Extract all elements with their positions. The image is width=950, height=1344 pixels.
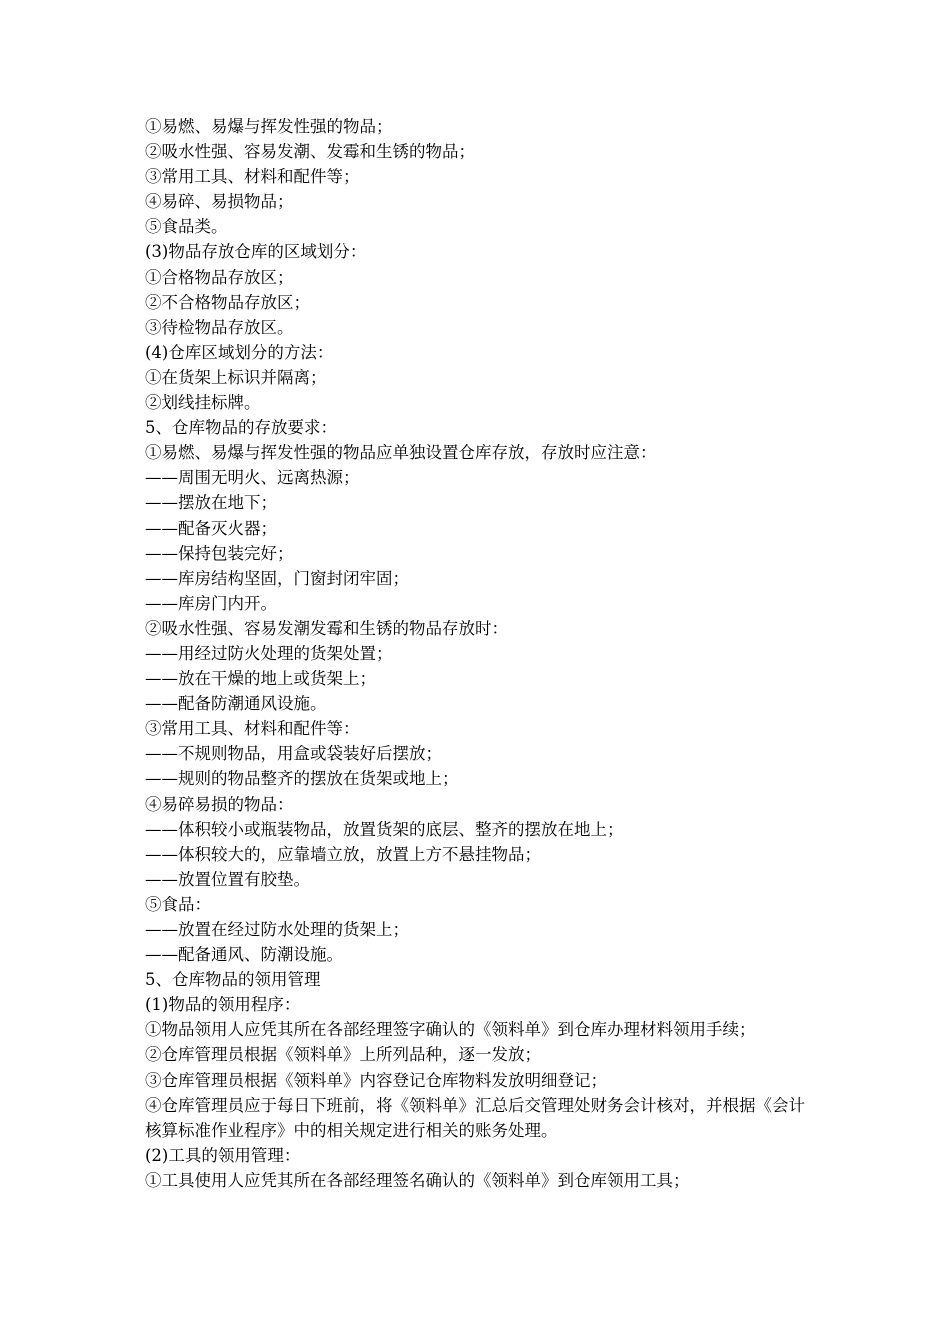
text-line: ——库房门内开。 [145, 593, 277, 613]
text-line: ——用经过防火处理的货架处置； [145, 643, 393, 663]
text-line: ——库房结构坚固，门窗封闭牢固； [145, 568, 409, 588]
text-line: ①易燃、易爆与挥发性强的物品应单独设置仓库存放，存放时应注意： [145, 443, 657, 463]
text-line: ④易碎易损的物品： [145, 794, 294, 814]
section-heading: (4)仓库区域划分的方法： [145, 342, 334, 362]
document-body [145, 114, 815, 1193]
text-line: ②吸水性强、容易发潮发霉和生锈的物品存放时： [145, 618, 508, 638]
text-line: ——配备通风、防潮设施。 [145, 945, 343, 965]
text-line: ①易燃、易爆与挥发性强的物品； [145, 117, 393, 136]
text-line: ——规则的物品整齐的摆放在货架或地上； [145, 769, 459, 789]
text-line: ①合格物品存放区； [145, 267, 294, 287]
text-line: ②吸水性强、容易发潮、发霉和生锈的物品； [145, 142, 475, 162]
text-line: ——放置在经过防水处理的货架上； [145, 920, 409, 939]
text-line: ①工具使用人应凭其所在各部经理签名确认的《领料单》到仓库领用工具； [145, 1170, 690, 1190]
text-line: ③待检物品存放区。 [145, 317, 294, 337]
text-line: ——保持包装完好； [145, 543, 294, 563]
text-line: ——配备防潮通风设施。 [145, 694, 327, 714]
section-heading: (1)物品的领用程序： [145, 995, 301, 1015]
section-heading: (3)物品存放仓库的区域划分： [145, 242, 367, 262]
text-line: ③常用工具、材料和配件等： [145, 719, 360, 739]
text-line: ——体积较大的，应靠墙立放，放置上方不悬挂物品； [145, 844, 541, 864]
text-line: ②不合格物品存放区； [145, 292, 310, 312]
text-paragraph: ①物品领用人应凭其所在各部经理签字确认的《领料单》到仓库办理材料领用手续； [145, 1020, 756, 1040]
text-line: ⑤食品： [145, 894, 211, 914]
text-line: ①在货架上标识并隔离； [145, 367, 327, 387]
text-line: ——周围无明火、远离热源； [145, 468, 360, 488]
text-line: ——摆放在地下； [145, 493, 277, 513]
text-line: ②划线挂标牌。 [145, 393, 261, 413]
text-line: ③仓库管理员根据《领料单》内容登记仓库物料发放明细登记； [145, 1070, 607, 1090]
text-line: ——不规则物品，用盒或袋装好后摆放； [145, 744, 442, 764]
section-heading: 5、仓库物品的领用管理 [145, 970, 321, 990]
text-paragraph: ④仓库管理员应于每日下班前，将《领料单》汇总后交管理处财务会计核对，并根据《会计核算标准作业程序》中的相关规定进行相关的账务处理。 [145, 1095, 805, 1140]
text-line: ⑤食品类。 [145, 217, 228, 237]
text-line: ——体积较小或瓶装物品，放置货架的底层、整齐的摆放在地上； [145, 819, 624, 839]
text-line: ——配备灭火器； [145, 518, 277, 538]
text-line: ②仓库管理员根据《领料单》上所列品种，逐一发放； [145, 1045, 541, 1065]
text-line: ——放置位置有胶垫。 [145, 869, 310, 889]
text-line: ——放在干燥的地上或货架上； [145, 669, 376, 689]
text-line: ③常用工具、材料和配件等； [145, 167, 360, 187]
text-line: ④易碎、易损物品； [145, 192, 294, 212]
section-heading: 5、仓库物品的存放要求： [145, 418, 337, 438]
section-heading: (2)工具的领用管理： [145, 1145, 301, 1165]
